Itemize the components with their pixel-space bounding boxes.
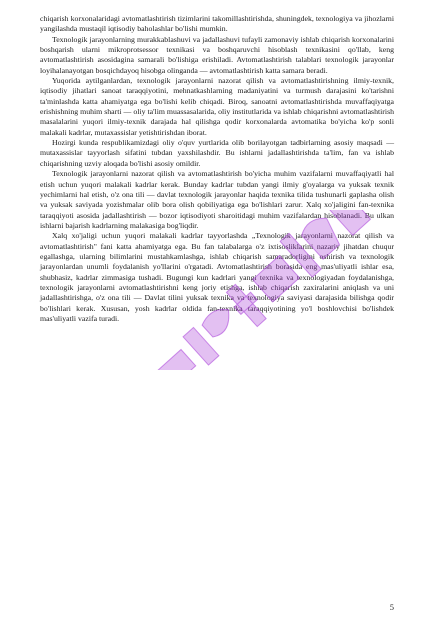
paragraph-1: chiqarish korxonalaridagi avtomatlashtirish tizimlarini takomillashtirishda, shuningdek, texnologiya va jihozlarni yangilashda mustaqil iqtisodiy baholashlar bo'lishi mumkin. [40,14,394,34]
document-page [40,14,394,614]
paragraph-4: Hozirgi kunda respublikamizdagi oliy o'quv yurtlarida olib borilayotgan tadbirlarning asosiy maqsadi — mutaxassislar tayyorlash sifatini tubdan yaxshilashdir. Bu ishlarni jadallashtirishda ta'lim, fan va ishlab chiqarishning uzviy aloqada bo'lishi asosiy omildir. [40,138,394,168]
paragraph-3: Yuqorida aytilganlardan, texnologik jarayonlarni nazorat qilish va avtomatlashtirishning ilmiy-texnik, iqtisodiy jihatlari sanoat taraqqiyotini, mehnatkashlarning madaniyatini va turmush darajasini ko'tarishni ta'minlashda katta ahamiyatga ega bo'lishi kelib chiqadi. Biroq, sanoatni avtomatlashtirishda muvaffaqiyatga erishishning muhim sharti — oliy ta'lim muassasalarida, oliy institutlarida va ishlab chiqarishni avtomatlashtirish masalalarini yuqori ilmiy-texnik darajada hal qilishga qodir korxonalarda avtomatika bo'yicha ko'p sonli malakali kadrlar, mutaxassislar yetishtirishdan iborat. [40,76,394,137]
page-number: 5 [389,602,394,612]
paragraph-6: Xalq xo'jaligi uchun yuqori malakali kadrlar tayyorlashda „Texnologik jarayonlarni nazorat qilish va avtomatlashtirish" fani katta ahamiyatga ega. Bu fan talabalarga o'z ixtisosliklarini nazariy jihatdan chuqur egallashga, ularning bilimlarini mustahkamlashga, ishlab chiqarish samaradorligini oshirish va texnologik jarayonlardan unumli foydalanish yo'llarini o'rgatadi. Avtomatlashtirish borasida eng mas'uliyatli ishlar esa, shubhasiz, kadrlar zimmasiga tushadi. Bugungi kun kadrlari yangi texnika va texnologiyadan foydalanishga, texnologik jarayonlarni avtomatlashtirishni keng joriy etishga, ishlab chiqarish zaxiralarini aniqlash va uni jadallashtirishga, o'z ona tili — Davlat tilini yuksak texnika va texnologiya saviyasi darajasida bilishga qodir bo'lishlari kerak. Xususan, yosh kadrlar oldida fan-texnika taraqqiyotining yo'l boshlovchisi bo'lishdek mas'uliyatli vazifa turadi. [40,231,394,323]
body-text [40,14,394,324]
paragraph-2: Texnologik jarayonlarning murakkablashuvi va jadallashuvi tufayli zamonaviy ishlab chiqarish korxonalarini boshqarish ularni mikroprotsessor texnikasi va boshqaruvchi hisoblash texnikasini qo'llab, keng avtomatlashtirish asosidagina samarali bo'lishiga erishiladi. Avtomatlashtirish talablari texnologik jarayonlar loyihalanayotgan bosqichdayoq hisobga olinganda — avtomatlashtirish katta samara beradi. [40,34,394,75]
paragraph-5: Texnologik jarayonlarni nazorat qilish va avtomatlashtirish bo'yicha muhim vazifalarni muvaffaqiyatli hal etish uchun yuqori malakali kadrlar kerak. Bunday kadrlar tubdan yangi ilmiy g'oyalarga va yuksak texnik yechimlarni hal etish, o'z ona tili — davlat texnologik jarayonlar haqida texnika tilida tushunarli gaplasha olish va yuksak saviyada yozishmalar olib bora olish qobiliyatiga ega bo'lishlari zarur. Xalq xo'jaligini fan-texnika taraqqiyoti asosida jadallashtirish — bozor iqtisodiyoti sharoitidagi muhim vazifalardan hisoblanadi. Bu ulkan ishlarni bajarish kadrlarning malakasiga bog'liqdir. [40,169,394,230]
